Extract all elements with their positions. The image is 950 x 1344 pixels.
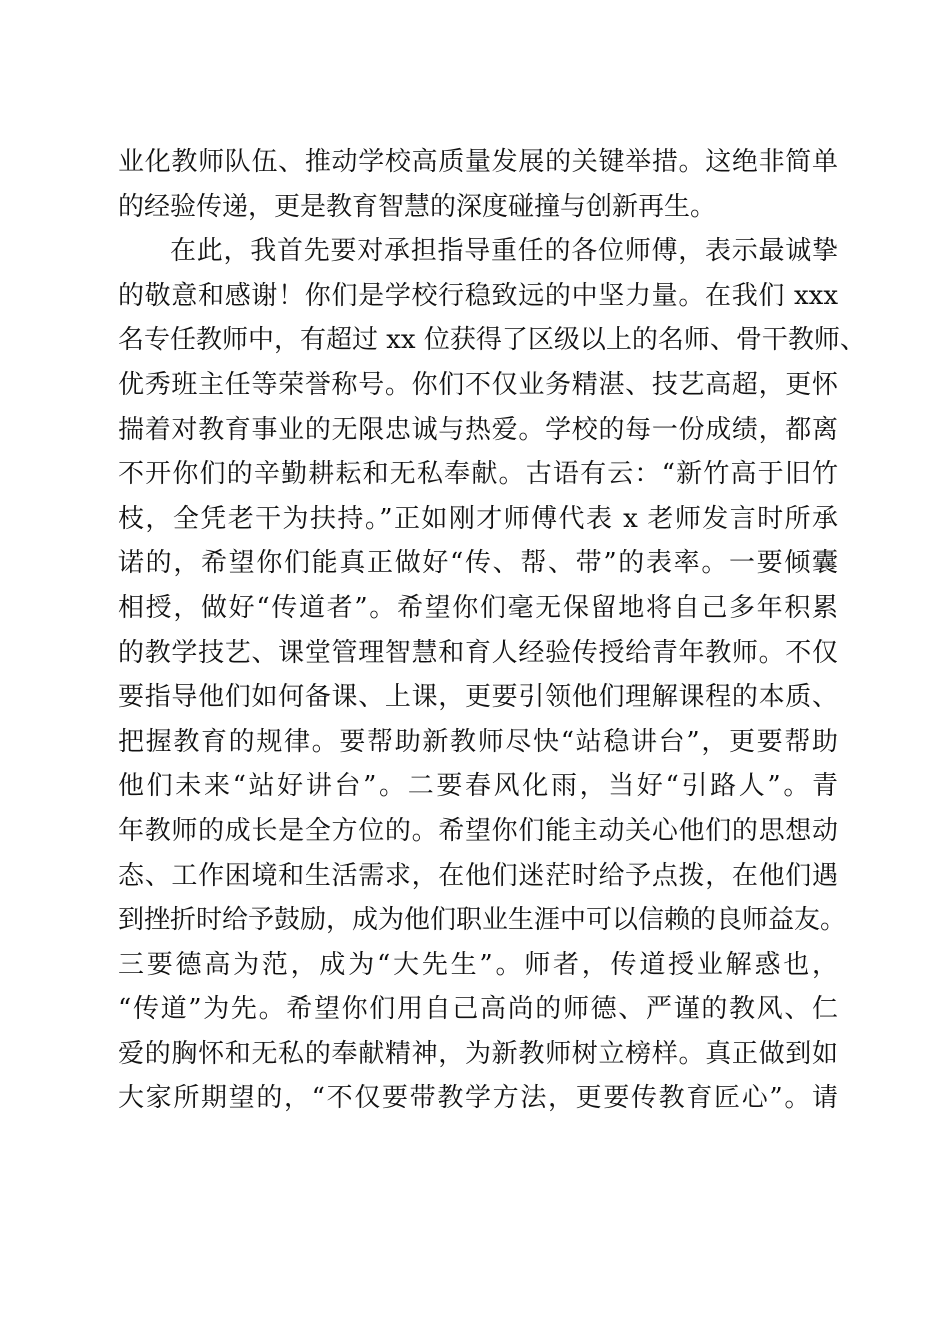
text-line: 揣着对教育事业的无限忠诚与热爱。学校的每一份成绩，都离 [118, 414, 838, 445]
text-line: 大家所期望的，“不仅要带教学方法，更要传教育匠心”。请 [118, 1083, 838, 1114]
document-body [118, 140, 866, 1121]
text-line: “传道”为先。希望你们用自己高尚的师德、严谨的教风、仁 [118, 994, 838, 1025]
text-line: 爱的胸怀和无私的奉献精神，为新教师树立榜样。真正做到如 [118, 1038, 838, 1069]
text-line: 不开你们的辛勤耕耘和无私奉献。古语有云：“新竹高于旧竹 [118, 459, 838, 490]
text-line: 名专任教师中，有超过 xx 位获得了区级以上的名师、骨干教师、 [118, 325, 866, 356]
text-line: 在此，我首先要对承担指导重任的各位师傅，表示最诚挚 [170, 236, 838, 267]
text-line: 要指导他们如何备课、上课，更要引领他们理解课程的本质、 [118, 682, 838, 713]
paragraph-1 [118, 140, 838, 229]
text-line: 态、工作困境和生活需求，在他们迷茫时给予点拨，在他们遇 [118, 860, 838, 891]
paragraph-2 [118, 229, 866, 1121]
text-line: 到挫折时给予鼓励，成为他们职业生涯中可以信赖的良师益友。 [118, 905, 847, 936]
text-line: 业化教师队伍、推动学校高质量发展的关键举措。这绝非简单 [118, 147, 838, 177]
text-line: 年教师的成长是全方位的。希望你们能主动关心他们的思想动 [118, 815, 838, 846]
text-line: 诺的，希望你们能真正做好“传、帮、带”的表率。一要倾囊 [118, 548, 838, 579]
text-line: 把握教育的规律。要帮助新教师尽快“站稳讲台”，更要帮助 [118, 726, 838, 757]
text-line: 三要德高为范，成为“大先生”。师者，传道授业解惑也， [118, 949, 838, 980]
text-line: 的教学技艺、课堂管理智慧和育人经验传授给青年教师。不仅 [118, 637, 838, 668]
text-line: 枝，全凭老干为扶持。”正如刚才师傅代表 x 老师发言时所承 [118, 503, 838, 534]
text-line: 相授，做好“传道者”。希望你们毫无保留地将自己多年积累 [118, 592, 838, 623]
text-line: 的经验传递，更是教育智慧的深度碰撞与创新再生。 [118, 191, 717, 222]
text-line: 他们未来“站好讲台”。二要春风化雨，当好“引路人”。青 [118, 771, 838, 802]
text-line: 优秀班主任等荣誉称号。你们不仅业务精湛、技艺高超，更怀 [118, 369, 838, 400]
text-line: 的敬意和感谢！你们是学校行稳致远的中坚力量。在我们 xxx [118, 280, 838, 311]
